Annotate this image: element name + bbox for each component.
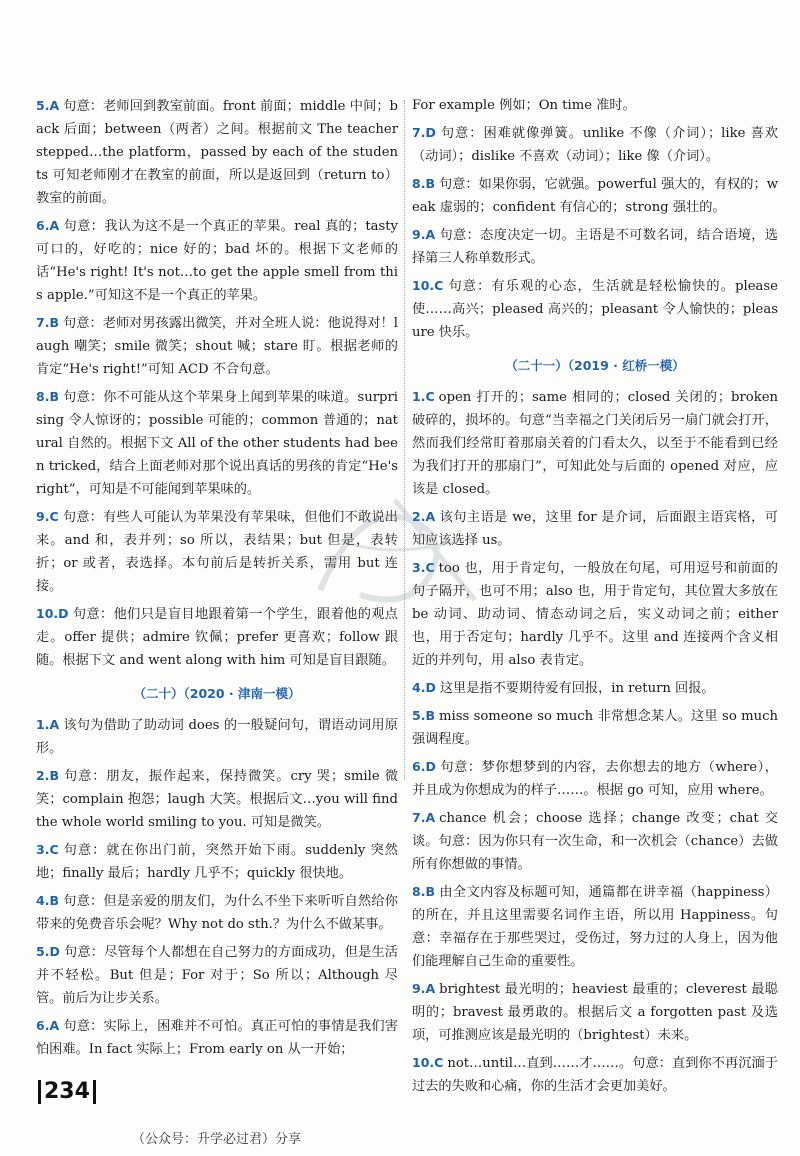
answer-explanation: chance 机会；choose 选择；change 改变；chat 交谈。句意：因为你只有一次生命，和一次机会（chance）去做所有你想做的事情。 xyxy=(412,811,778,872)
answer-explanation: 该句主语是 we，这里 for 是介词，后面跟主语宾格，可知应该选择 us。 xyxy=(412,510,778,548)
answer-item xyxy=(36,713,398,760)
answer-number: 5.A xyxy=(36,98,60,113)
answer-item xyxy=(412,172,778,219)
answer-item xyxy=(412,505,778,552)
answer-number: 9.A xyxy=(412,981,436,996)
footer-credit: （公众号：升学必过君）分享 xyxy=(132,1132,302,1147)
answer-number: 5.B xyxy=(412,708,435,723)
answer-explanation: 句意：他们只是盲目地跟着第一个学生，跟着他的观点走。offer 提供；admire 钦佩；prefer 更喜欢；follow 跟随。根据下文 and went along with him 可知是盲目跟随。 xyxy=(36,607,398,668)
answer-number: 7.A xyxy=(412,810,436,825)
answer-number: 7.B xyxy=(36,315,59,330)
answer-explanation: 句意：但是亲爱的朋友们，为什么不坐下来听听自然给你带来的免费音乐会呢？Why not do sth.？为什么不做某事。 xyxy=(36,894,398,932)
answer-item xyxy=(36,764,398,834)
answer-explanation: 这里是指不要期待爱有回报，in return 回报。 xyxy=(439,681,715,696)
section-title: （二十）（2020 · 津南一模） xyxy=(133,686,301,701)
answer-item xyxy=(412,676,778,700)
answer-explanation: 句意：老师对男孩露出微笑，并对全班人说：他说得对！laugh 嘲笑；smile 微笑；shout 喊；stare 盯。根据老师的肯定“He's right!”可知 ACD 不合句意。 xyxy=(36,316,398,377)
answer-number: 6.A xyxy=(36,218,60,233)
answer-item xyxy=(412,880,778,973)
answer-explanation: 句意：有些人可能认为苹果没有苹果味，但他们不敢说出来。and 和，表并列；so 所以，表结果；but 但是，表转折；or 或者，表选择。本句前后是转折关系，需用 but 连接。 xyxy=(36,510,398,594)
answer-item xyxy=(412,274,778,344)
answer-explanation: open 打开的；same 相同的；closed 关闭的；broken 破碎的，损坏的。句意“当幸福之门关闭后另一扇门就会打开，然而我们经常盯着那扇关着的门看太久，以至于不能看到已经为我们打开的那扇门”，可知此处与后面的 opened 对应，应该是 closed。 xyxy=(412,390,778,497)
answer-number: 10.C xyxy=(412,278,444,293)
answer-explanation: 句意：态度决定一切。主语是不可数名词，结合语境，选择第三人称单数形式。 xyxy=(412,228,778,266)
answer-number: 8.B xyxy=(412,884,435,899)
answer-number: 6.D xyxy=(412,759,436,774)
answer-explanation: miss someone so much 非常想念某人。这里 so much 强调程度。 xyxy=(412,709,778,747)
answer-item xyxy=(36,385,398,501)
section-title: （二十一）（2019 · 红桥一模） xyxy=(505,358,685,373)
answer-explanation: 句意：老师回到教室前面。front 前面；middle 中间；back 后面；between（两者）之间。根据前文 The teacher stepped…the platform，passed by each of the students 可知老师刚才在教室的前面，所以是返回到（return to）教室的前面。 xyxy=(36,99,398,206)
answer-number: 1.C xyxy=(412,389,435,404)
answer-explanation: 该句为借助了助动词 does 的一般疑问句，谓语动词用原形。 xyxy=(36,718,398,756)
answer-item xyxy=(36,602,398,672)
answer-number: 4.B xyxy=(36,893,59,908)
answer-explanation: 句意：尽管每个人都想在自己努力的方面成功，但是生活并不轻松。But 但是；For 对于；So 所以；Although 尽管。前后为让步关系。 xyxy=(36,945,398,1006)
answer-explanation: 句意：朋友，振作起来，保持微笑。cry 哭；smile 微笑；complain 抱怨；laugh 大笑。根据后文…you will find the whole world smiling to you. 可知是微笑。 xyxy=(36,769,398,830)
answer-number: 2.A xyxy=(412,509,436,524)
right-column xyxy=(412,94,778,1102)
answer-item xyxy=(36,94,398,210)
column-divider xyxy=(404,100,405,780)
answer-item xyxy=(36,505,398,598)
answer-explanation: 句意：实际上，困难并不可怕。真正可怕的事情是我们害怕困难。In fact 实际上；From early on 从一开始； xyxy=(36,1019,398,1057)
answer-item xyxy=(412,977,778,1047)
answer-number: 1.A xyxy=(36,717,60,732)
answer-item xyxy=(412,223,778,270)
answer-number: 7.D xyxy=(412,125,436,140)
answer-explanation: 句意：梦你想梦到的内容，去你想去的地方（where），并且成为你想成为的样子……。根据 go 可知，应用 where。 xyxy=(412,760,778,798)
answer-item xyxy=(412,806,778,876)
answer-explanation: 句意：就在你出门前，突然开始下雨。suddenly 突然地；finally 最后；hardly 几乎不；quickly 很快地。 xyxy=(36,843,398,881)
answer-number: 8.B xyxy=(36,389,59,404)
answer-item xyxy=(412,385,778,501)
answer-item xyxy=(36,889,398,936)
answer-item xyxy=(36,1014,398,1061)
answer-explanation: 句意：有乐观的心态，生活就是轻松愉快的。please 使……高兴；pleased 高兴的；pleasant 令人愉快的；pleasure 快乐。 xyxy=(412,279,778,340)
left-column xyxy=(36,94,398,1065)
answer-explanation: 句意：你不可能从这个苹果身上闻到苹果的味道。surprising 令人惊讶的；possible 可能的；common 普通的；natural 自然的。根据下文 All of the other students had been tricked，结合上面老师对那个说出真话的男孩的肯定“He's right”，可知是不可能闻到苹果味的。 xyxy=(36,390,398,497)
answer-item xyxy=(412,704,778,751)
answer-explanation: too 也，用于肯定句，一般放在句尾，可用逗号和前面的句子隔开，也可不用；also 也，用于肯定句，其位置大多放在 be 动词、助动词、情态动词之后，实义动词之前；either 也，用于否定句；hardly 几乎不。这里 and 连接两个含义相近的并列句，用 also 表肯定。 xyxy=(412,561,778,668)
answer-number: 8.B xyxy=(412,176,435,191)
answer-item xyxy=(412,556,778,672)
answer-explanation: not…until…直到……才……。句意：直到你不再沉湎于过去的失败和心痛，你的生活才会更加美好。 xyxy=(412,1056,778,1094)
answer-item xyxy=(412,755,778,802)
answer-item xyxy=(412,1051,778,1098)
answer-item xyxy=(36,838,398,885)
answer-number: 5.D xyxy=(36,944,60,959)
answer-item xyxy=(36,940,398,1010)
answer-number: 6.A xyxy=(36,1018,60,1033)
answer-explanation: brightest 最光明的；heaviest 最重的；cleverest 最聪明的；bravest 最勇敢的。根据后文 a forgotten past 及选项，可推测应该是最光明的（brightest）未来。 xyxy=(412,982,778,1043)
answer-number: 4.D xyxy=(412,680,436,695)
answer-number: 9.C xyxy=(36,509,59,524)
answer-explanation: 句意：如果你弱，它就强。powerful 强大的，有权的；weak 虚弱的；confident 有信心的；strong 强壮的。 xyxy=(412,177,778,215)
answer-explanation: 句意：我认为这不是一个真正的苹果。real 真的；tasty 可口的，好吃的；nice 好的；bad 坏的。根据下文老师的话“He's right! It's not…to get the apple smell from this apple.”可知这不是一个真正的苹果。 xyxy=(36,219,398,303)
answer-continuation: For example 例如；On time 准时。 xyxy=(412,98,636,113)
answer-number: 10.D xyxy=(36,606,69,621)
page-number: 234 xyxy=(38,1080,96,1104)
answer-explanation: 句意：困难就像弹簧。unlike 不像（介词）；like 喜欢（动词）；dislike 不喜欢（动词）；like 像（介词）。 xyxy=(412,126,778,164)
answer-number: 10.C xyxy=(412,1055,444,1070)
answer-item xyxy=(36,214,398,307)
answer-number: 3.C xyxy=(36,842,59,857)
answer-explanation: 由全文内容及标题可知，通篇都在讲幸福（happiness）的所在，并且这里需要名词作主语，所以用 Happiness。句意：幸福存在于那些哭过，受伤过，努力过的人身上，因为他们能理解自己生命的重要性。 xyxy=(412,885,778,969)
answer-number: 9.A xyxy=(412,227,436,242)
answer-item xyxy=(36,311,398,381)
answer-item xyxy=(412,121,778,168)
answer-number: 2.B xyxy=(36,768,59,783)
answer-number: 3.C xyxy=(412,560,435,575)
